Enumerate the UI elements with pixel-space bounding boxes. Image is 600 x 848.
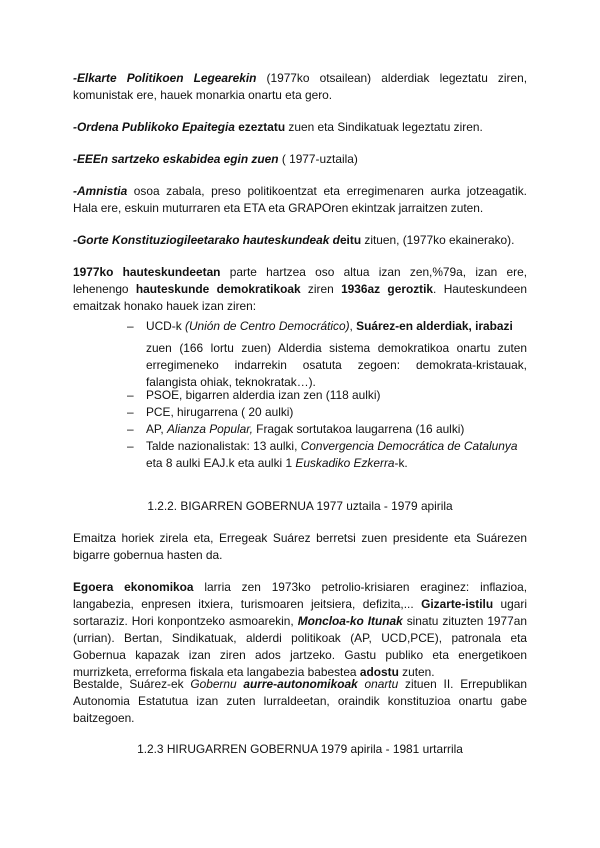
list-item-ucd: UCD-k (Unión de Centro Democrático), Suárez-en alderdiak, irabazi	[146, 319, 513, 333]
list-bullet: –	[127, 439, 134, 453]
paragraph-1977-elections: 1977ko hauteskundeetan parte hartzea oso altua izan zen,%79a, izan ere, lehenengo hauteskunde demokratikoak ziren 1936az geroztik. Hauteskundeen emaitzak honako hauek izan ziren:	[73, 265, 528, 313]
list-item-pce: PCE, hirugarrena ( 20 aulki)	[146, 405, 294, 419]
paragraph-political-associations: -Elkarte Politikoen Legearekin (1977ko otsailean) alderdiak legeztatu ziren, komunistak ere, hauek monarkia onartu eta gero.	[73, 71, 527, 102]
list-item-ap: AP, Alianza Popular, Fragak sortutakoa laugarrena (16 aulki)	[146, 422, 465, 436]
paragraph-eec-application: -EEEn sartzeko eskabidea egin zuen ( 1977-uztaila)	[73, 152, 358, 166]
list-bullet: –	[127, 388, 134, 402]
list-bullet: –	[127, 405, 134, 419]
paragraph-pre-autonomy: Bestalde, Suárez-ek Gobernu aurre-autonomikoak onartu zituen II. Errepublikan Autonomia Estatutua izan zuten lurraldeetan, oraindik konstituzioa onartu gabe baitzegoen.	[73, 677, 527, 725]
paragraph-economic-situation: Egoera ekonomikoa larria zen 1973ko petrolio-krisiaren eraginez: inflazioa, langabezia, enpresen itxiera, turismoaren jeitsiera, defizita,... Gizarte-istilu ugari sortaraziz. Hori konpontzeko asmoarekin, Moncloa-ko Itunak sinatu zituzten 1977an (urrian). Bertan, Sindikatuak, alderdi politikoak (AP, UCD,PCE), patronala eta Gobernua kapazak izan ziren ados jartzeko. Gastu publiko eta energetikoen murrizketa, erreforma fiskala eta langabezia babestea adostu zuten.	[73, 580, 527, 679]
paragraph-results: Emaitza horiek zirela eta, Erregeak Suárez berretsi zuen presidente eta Suárezen bigarre gobernua hasten da.	[73, 531, 527, 562]
list-item-ucd-continuation: zuen (166 lortu zuen) Alderdia sistema demokratikoa onartu zuten erregimeneko indarrekin osatuta zegoen: demokrata-kristauak, falangista ohiak, teknokratak…).	[146, 341, 527, 389]
paragraph-constituent-elections: -Gorte Konstituziogileetarako hauteskundeak deitu zituen, (1977ko ekainerako).	[73, 233, 515, 247]
list-bullet: –	[127, 422, 134, 436]
paragraph-amnesty: -Amnistia osoa zabala, preso politikoentzat eta erregimenaren aurka jotzeagatik. Hala ere, eskuin muturraren eta ETA eta GRAPOren ekintzak jarraitzen zuten.	[73, 184, 527, 215]
list-bullet: –	[127, 319, 134, 333]
paragraph-public-order-court: -Ordena Publikoko Epaitegia ezeztatu zuen eta Sindikatuak legeztatu ziren.	[73, 120, 483, 134]
section-heading-third-government: 1.2.3 HIRUGARREN GOBERNUA 1979 apirila - 1981 urtarrila	[137, 742, 463, 756]
list-item-nationalists: Talde nazionalistak: 13 aulki, Convergencia Democrática de Catalunya eta 8 aulki EAJ.k eta aulki 1 Euskadiko Ezkerra-k.	[146, 439, 518, 470]
list-item-psoe: PSOE, bigarren alderdia izan zen (118 aulki)	[146, 388, 381, 402]
section-heading-second-government: 1.2.2. BIGARREN GOBERNUA 1977 uztaila - 1979 apirila	[147, 499, 453, 513]
